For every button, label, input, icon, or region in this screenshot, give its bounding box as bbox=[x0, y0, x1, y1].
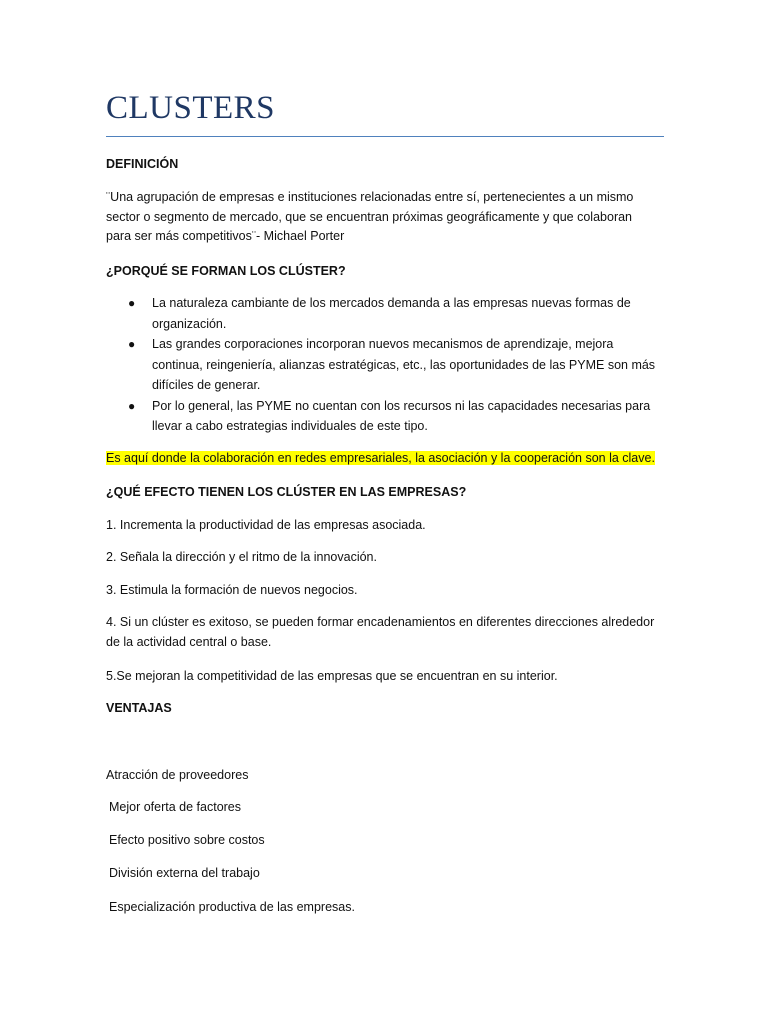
list-item: ● La naturaleza cambiante de los mercados demanda a las empresas nuevas formas de organización. bbox=[106, 293, 666, 334]
definition-line: para ser más competitivos¨- Michael Porter bbox=[106, 229, 345, 243]
definition-line: sector o segmento de mercado, que se encuentran próximas geográficamente y que colaboran bbox=[106, 209, 633, 224]
why-heading: ¿PORQUÉ SE FORMAN LOS CLÚSTER? bbox=[106, 264, 346, 278]
definition-quote bbox=[106, 188, 666, 247]
highlighted-text: Es aquí donde la colaboración en redes empresariales, la asociación y la cooperación son la clave. bbox=[106, 451, 655, 465]
effect-item: 2. Señala la dirección y el ritmo de la innovación. bbox=[106, 550, 377, 564]
advantage-item: Efecto positivo sobre costos bbox=[109, 833, 265, 847]
effect-item: 5.Se mejoran la competitividad de las empresas que se encuentran en su interior. bbox=[106, 669, 558, 683]
definition-heading: DEFINICIÓN bbox=[106, 157, 179, 171]
definition-line: ¨Una agrupación de empresas e instituciones relacionadas entre sí, pertenecientes a un mismo bbox=[106, 190, 634, 204]
effect-item: 4. Si un clúster es exitoso, se pueden formar encadenamientos en diferentes direcciones alrededor de la actividad central o base. bbox=[106, 615, 655, 649]
effects-heading: ¿QUÉ EFECTO TIENEN LOS CLÚSTER EN LAS EMPRESAS? bbox=[106, 485, 467, 499]
effect-item: 1. Incrementa la productividad de las empresas asociada. bbox=[106, 518, 426, 532]
bullet-icon: ● bbox=[128, 337, 136, 351]
highlighted-statement bbox=[106, 448, 655, 468]
title-underline bbox=[106, 136, 664, 137]
why-bullet-list bbox=[106, 293, 666, 437]
list-item: ● Por lo general, las PYME no cuentan con los recursos ni las capacidades necesarias para llevar a cabo estrategias individuales de este tipo. bbox=[106, 396, 666, 437]
advantage-item: División externa del trabajo bbox=[109, 866, 260, 880]
list-item: ● Las grandes corporaciones incorporan nuevos mecanismos de aprendizaje, mejora continua, reingeniería, alianzas estratégicas, etc., las oportunidades de las PYME son más difíciles de generar. bbox=[106, 334, 666, 396]
page-title: CLUSTERS bbox=[106, 90, 276, 126]
effect-item: 3. Estimula la formación de nuevos negocios. bbox=[106, 583, 358, 597]
advantages-heading: VENTAJAS bbox=[106, 701, 172, 715]
advantage-item: Especialización productiva de las empresas. bbox=[109, 900, 355, 914]
bullet-icon: ● bbox=[128, 398, 136, 413]
advantage-item: Mejor oferta de factores bbox=[109, 800, 242, 814]
advantage-item: Atracción de proveedores bbox=[106, 768, 249, 782]
bullet-icon: ● bbox=[128, 296, 136, 310]
